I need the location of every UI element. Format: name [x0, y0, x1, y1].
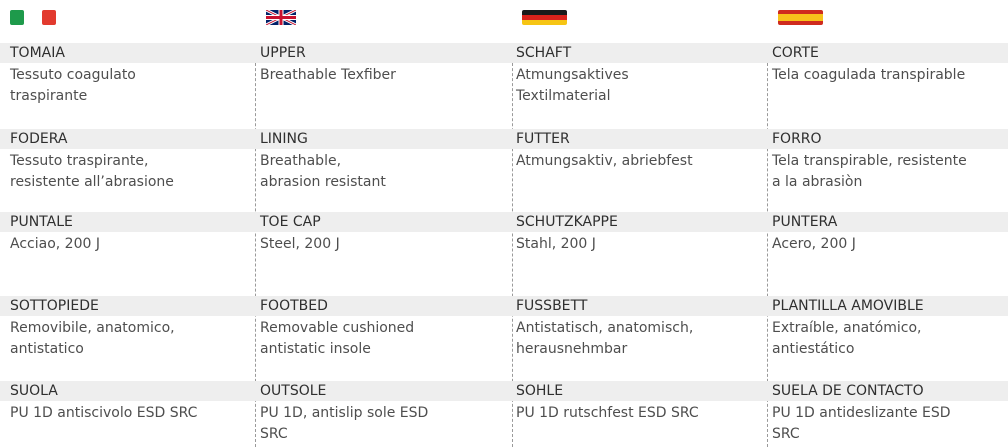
spec-row: [0, 212, 252, 255]
spec-value: Atmungsaktives Textilmaterial: [516, 67, 629, 104]
spec-value: Removibile, anatomico, antistatico: [10, 320, 175, 357]
spec-row: [252, 212, 508, 255]
spec-row: [764, 129, 1008, 193]
spec-heading: PUNTERA: [764, 212, 1008, 232]
spec-heading: TOE CAP: [252, 212, 508, 232]
spec-heading: FUSSBETT: [508, 296, 764, 316]
spec-value: PU 1D, antislip sole ESD SRC: [260, 405, 429, 442]
spec-row: [508, 43, 764, 107]
spec-value: Stahl, 200 J: [516, 236, 596, 252]
spec-value: Breathable Texfiber: [260, 67, 396, 83]
spec-row: [252, 129, 508, 193]
spec-heading: FODERA: [0, 129, 252, 149]
spec-row: [764, 381, 1008, 445]
spec-row: [508, 212, 764, 255]
spec-row: [0, 381, 252, 424]
spec-value: Breathable, abrasion resistant: [260, 153, 386, 190]
spec-heading: CORTE: [764, 43, 1008, 63]
spec-value: Tela transpirable, resistente a la abrasiòn: [772, 153, 967, 190]
spec-row: [252, 296, 508, 360]
spec-heading: TOMAIA: [0, 43, 252, 63]
spec-row: [764, 212, 1008, 255]
spec-value: Acciao, 200 J: [10, 236, 100, 252]
column-english: [252, 0, 508, 447]
spec-row: [0, 43, 252, 107]
spec-row: [508, 381, 764, 424]
germany-flag-icon: [522, 10, 567, 25]
uk-flag-icon: [266, 10, 296, 25]
spec-heading: SOHLE: [508, 381, 764, 401]
italy-flag-icon: [10, 10, 56, 25]
spec-row: [0, 129, 252, 193]
spec-row: [252, 381, 508, 445]
spec-heading: FUTTER: [508, 129, 764, 149]
spec-value: PU 1D rutschfest ESD SRC: [516, 405, 699, 421]
spec-heading: SCHUTZKAPPE: [508, 212, 764, 232]
spec-heading: LINING: [252, 129, 508, 149]
spec-value: Antistatisch, anatomisch, herausnehmbar: [516, 320, 694, 357]
spec-value: Tessuto coagulato traspirante: [10, 67, 136, 104]
column-italian: [0, 0, 252, 447]
spec-value: Acero, 200 J: [772, 236, 856, 252]
spec-row: [0, 296, 252, 360]
spec-heading: SOTTOPIEDE: [0, 296, 252, 316]
spec-value: Removable cushioned antistatic insole: [260, 320, 415, 357]
spec-row: [508, 296, 764, 360]
spec-heading: UPPER: [252, 43, 508, 63]
column-spanish: [764, 0, 1008, 447]
spec-value: PU 1D antideslizante ESD SRC: [772, 405, 951, 442]
spec-row: [764, 43, 1008, 86]
spec-heading: SUELA DE CONTACTO: [764, 381, 1008, 401]
spec-value: Tela coagulada transpirable: [772, 67, 966, 83]
spec-value: Tessuto traspirante, resistente all’abrasione: [10, 153, 174, 190]
spec-value: Extraíble, anatómico, antiestático: [772, 320, 922, 357]
spec-value: PU 1D antiscivolo ESD SRC: [10, 405, 198, 421]
spec-heading: PUNTALE: [0, 212, 252, 232]
spec-row: [252, 43, 508, 86]
spec-heading: FORRO: [764, 129, 1008, 149]
spec-heading: FOOTBED: [252, 296, 508, 316]
spec-heading: OUTSOLE: [252, 381, 508, 401]
column-german: [508, 0, 764, 447]
spec-value: Steel, 200 J: [260, 236, 340, 252]
spain-flag-icon: [778, 10, 823, 25]
spec-heading: SUOLA: [0, 381, 252, 401]
spec-row: [764, 296, 1008, 360]
spec-heading: PLANTILLA AMOVIBLE: [764, 296, 1008, 316]
spec-value: Atmungsaktiv, abriebfest: [516, 153, 693, 169]
spec-heading: SCHAFT: [508, 43, 764, 63]
spec-row: [508, 129, 764, 172]
